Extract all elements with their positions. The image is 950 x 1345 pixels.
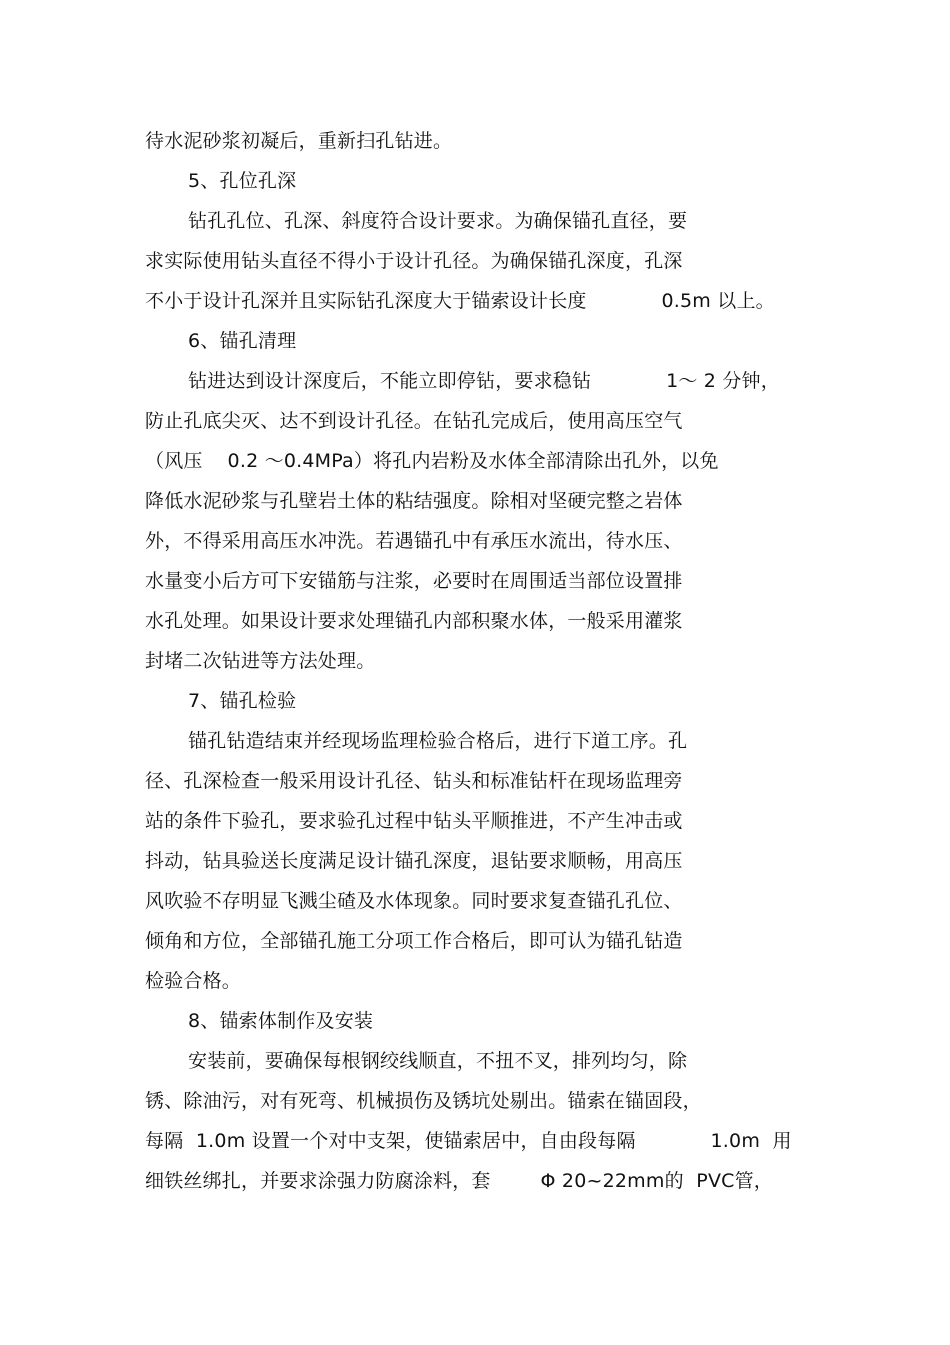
text-line: 不小于设计孔深并且实际钻孔深度大于锚索设计长度 0.5m 以上。 — [145, 290, 775, 312]
text-line: 每隔 1.0m 设置一个对中支架，使锚索居中，自由段每隔 1.0m 用 — [145, 1130, 792, 1152]
text-line: 防止孔底尖灭、达不到设计孔径。在钻孔完成后，使用高压空气 — [145, 410, 683, 432]
text-line: 抖动，钻具验送长度满足设计锚孔深度，退钻要求顺畅，用高压 — [145, 850, 683, 872]
text-line: 水孔处理。如果设计要求处理锚孔内部积聚水体，一般采用灌浆 — [145, 610, 683, 632]
text-line: 锚孔钻造结束并经现场监理检验合格后，进行下道工序。孔 — [188, 730, 688, 752]
section-heading: 6、锚孔清理 — [188, 330, 297, 352]
text-line: 钻进达到设计深度后，不能立即停钻，要求稳钻 1～ 2 分钟， — [188, 370, 780, 392]
text-line: 降低水泥砂浆与孔壁岩土体的粘结强度。除相对坚硬完整之岩体 — [145, 490, 683, 512]
section-heading: 7、锚孔检验 — [188, 690, 297, 712]
section-heading: 5、孔位孔深 — [188, 170, 297, 192]
text-line: 待水泥砂浆初凝后，重新扫孔钻进。 — [145, 130, 453, 152]
text-line: 锈、除油污，对有死弯、机械损伤及锈坑处剔出。锚索在锚固段， — [145, 1090, 702, 1112]
text-line: 封堵二次钻进等方法处理。 — [145, 650, 376, 672]
text-line: 风吹验不存明显飞溅尘碴及水体现象。同时要求复查锚孔孔位、 — [145, 890, 683, 912]
text-line: 水量变小后方可下安锚筋与注浆，必要时在周围适当部位设置排 — [145, 570, 683, 592]
text-line: 检验合格。 — [145, 970, 242, 992]
section-heading: 8、锚索体制作及安装 — [188, 1010, 374, 1032]
text-line: 径、孔深检查一般采用设计孔径、钻头和标准钻杆在现场监理旁 — [145, 770, 683, 792]
text-line: 外，不得采用高压水冲洗。若遇锚孔中有承压水流出，待水压、 — [145, 530, 683, 552]
text-line: 安装前，要确保每根钢绞线顺直，不扭不叉，排列均匀，除 — [188, 1050, 688, 1072]
text-line: 站的条件下验孔，要求验孔过程中钻头平顺推进，不产生冲击或 — [145, 810, 683, 832]
text-line: 细铁丝绑扎，并要求涂强力防腐涂料，套 Φ 20~22mm的 PVC管， — [145, 1170, 774, 1192]
text-line: 倾角和方位，全部锚孔施工分项工作合格后，即可认为锚孔钻造 — [145, 930, 683, 952]
text-line: 求实际使用钻头直径不得小于设计孔径。为确保锚孔深度，孔深 — [145, 250, 683, 272]
text-line: 钻孔孔位、孔深、斜度符合设计要求。为确保锚孔直径，要 — [188, 210, 688, 232]
text-line: （风压 0.2 ～0.4MPa）将孔内岩粉及水体全部清除出孔外，以免 — [145, 450, 719, 472]
